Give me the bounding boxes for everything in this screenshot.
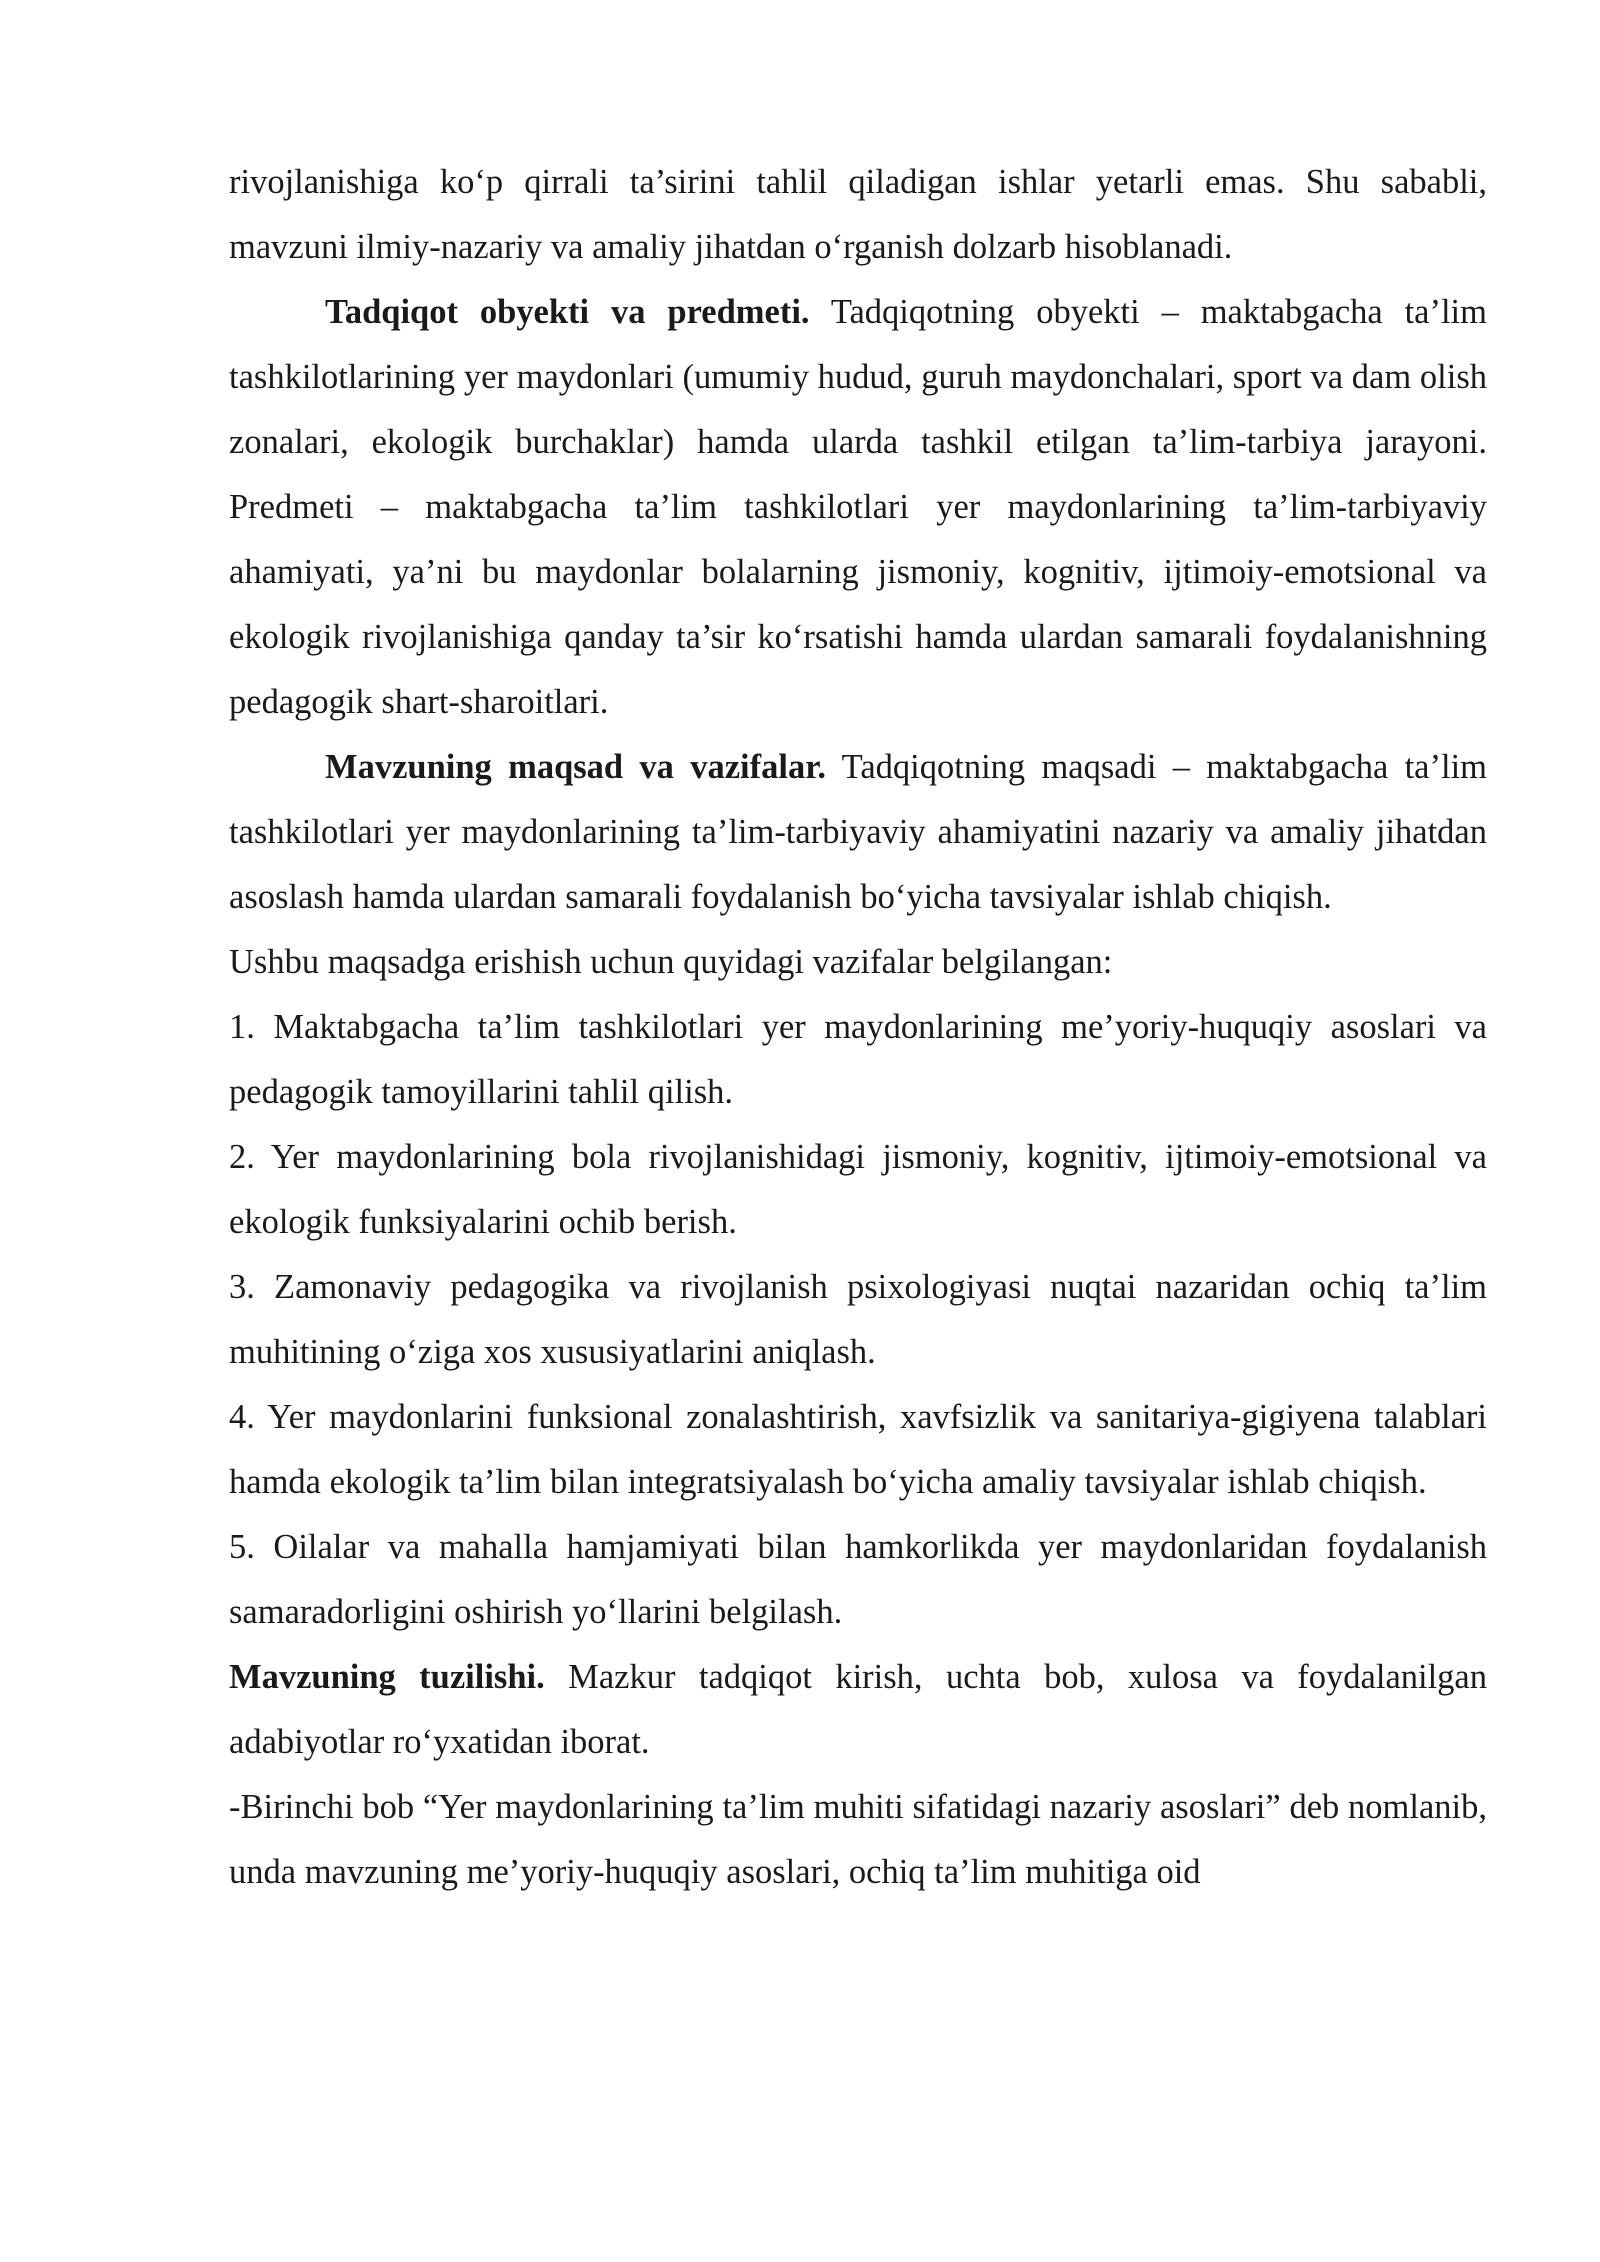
task-item-1: 1. Maktabgacha ta’lim tashkilotlari yer maydonlarining me’yoriy-huquqiy asoslari va pedagogik tamoyillarini tahlil qilish.	[229, 1008, 1487, 1111]
structure-text: Mazkur tadqiqot kirish, uchta bob, xulosa va foydalanilgan adabiyotlar ro‘yxatidan iborat.	[229, 1658, 1487, 1761]
document-page	[229, 150, 1487, 1905]
task-item-2: 2. Yer maydonlarining bola rivojlanishidagi jismoniy, kognitiv, ijtimoiy-emotsional va ekologik funksiyalarini ochib berish.	[229, 1138, 1487, 1241]
goal-text: Tadqiqotning maqsadi – maktabgacha ta’lim tashkilotlari yer maydonlarining ta’lim-tarbiyaviy ahamiyatini nazariy va amaliy jihatdan asoslash hamda ulardan samarali foydalanish bo‘yicha tavsiyalar ishlab chiqish.	[229, 748, 1487, 916]
chapter-one-paragraph: -Birinchi bob “Yer maydonlarining ta’lim muhiti sifatidagi nazariy asoslari” deb nomlanib, unda mavzuning me’yoriy-huquqiy asoslari, ochiq ta’lim muhitiga oid	[229, 1788, 1487, 1891]
task-item-4: 4. Yer maydonlarini funksional zonalashtirish, xavfsizlik va sanitariya-gigiyena talablari hamda ekologik ta’lim bilan integratsiyalash bo‘yicha amaliy tavsiyalar ishlab chiqish.	[229, 1398, 1487, 1501]
intro-paragraph: rivojlanishiga ko‘p qirrali ta’sirini tahlil qiladigan ishlar yetarli emas. Shu sababli, mavzuni ilmiy-nazariy va amaliy jihatdan o‘rganish dolzarb hisoblanadi.	[229, 163, 1487, 266]
tasks-intro: Ushbu maqsadga erishish uchun quyidagi vazifalar belgilangan:	[229, 943, 1113, 981]
structure-heading: Mavzuning tuzilishi.	[229, 1658, 545, 1696]
object-text: Tadqiqotning obyekti – maktabgacha ta’lim tashkilotlarining yer maydonlari (umumiy hudud, guruh maydonchalari, sport va dam olish zonalari, ekologik burchaklar) hamda ularda tashkil etilgan ta’lim-tarbiya jarayoni. Predmeti – maktabgacha ta’lim tashkilotlari yer maydonlarining ta’lim-tarbiyaviy ahamiyati, ya’ni bu maydonlar bolalarning jismoniy, kognitiv, ijtimoiy-emotsional va ekologik rivojlanishiga qanday ta’sir ko‘rsatishi hamda ulardan samarali foydalanishning pedagogik shart-sharoitlari.	[229, 293, 1487, 721]
task-item-5: 5. Oilalar va mahalla hamjamiyati bilan hamkorlikda yer maydonlaridan foydalanish samaradorligini oshirish yo‘llarini belgilash.	[229, 1528, 1487, 1631]
structure-paragraph	[229, 1645, 1487, 1775]
goal-heading: Mavzuning maqsad va vazifalar.	[325, 748, 826, 786]
object-paragraph	[229, 280, 1487, 735]
object-heading: Tadqiqot obyekti va predmeti.	[325, 293, 810, 331]
task-item-3: 3. Zamonaviy pedagogika va rivojlanish psixologiyasi nuqtai nazaridan ochiq ta’lim muhitining o‘ziga xos xususiyatlarini aniqlash.	[229, 1268, 1487, 1371]
goal-paragraph	[229, 735, 1487, 930]
